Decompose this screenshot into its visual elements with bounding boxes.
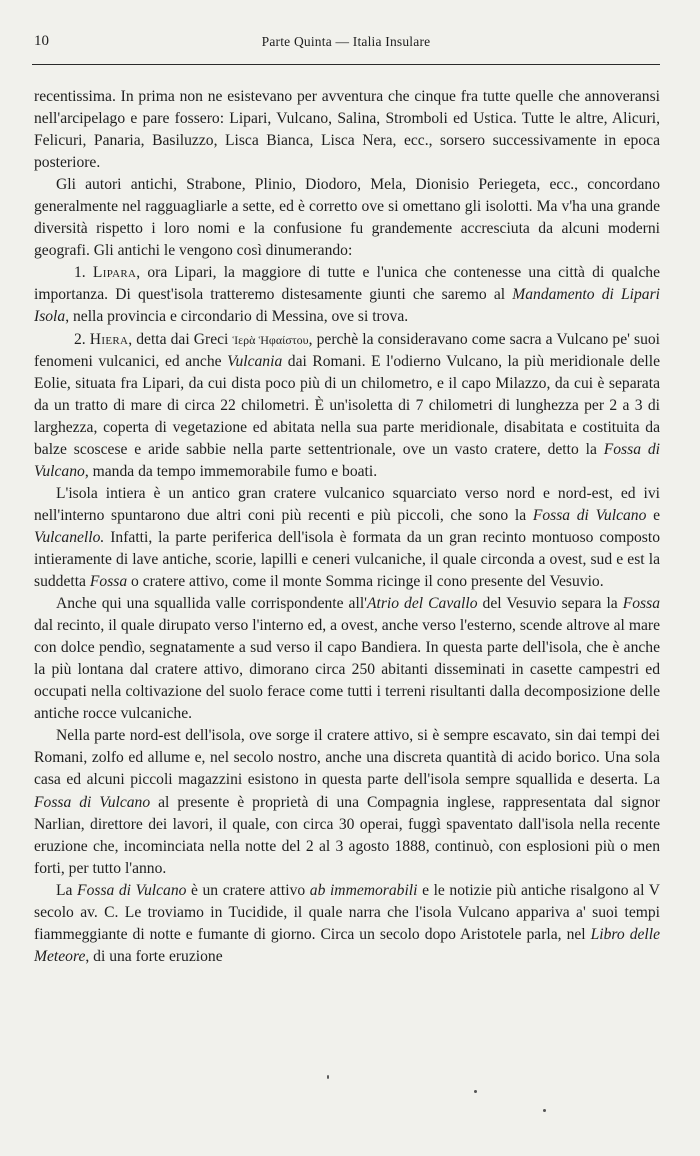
italic-text: Fossa di Vulcano <box>77 881 187 899</box>
scan-speck <box>543 1109 546 1112</box>
text-run: è un cratere attivo <box>186 881 310 899</box>
list-item-paragraph <box>34 262 660 328</box>
text-run: L'isola intiera è un antico gran cratere vulcanico squarciato verso nord e nord-est, ed ivi nell'interno spuntarono due altri coni più recenti e più piccoli, che sono la <box>34 484 660 524</box>
text-run: e <box>646 506 660 524</box>
text-run: , manda da tempo immemorabile fumo e boati. <box>84 462 378 480</box>
text-run: 2. <box>74 330 90 348</box>
italic-text: Mandamento di Lipari Isola <box>34 286 660 326</box>
text-run: Gli autori antichi, Strabone, Plinio, Diodoro, Mela, Dionisio Periegeta, ecc., concordano generalmente nel ragguagliarle a sette, ed è corretto ove si omettano gli isolotti. Ma v'ha una grande diversità rispetto i loro nomi e la confusione fu grandemente accresciuta da alcuni moderni geografi. Gli antichi le vengono così dinumerando: <box>34 176 660 260</box>
page-body <box>34 86 660 968</box>
page-header <box>32 33 660 59</box>
italic-text: Vulcanello. <box>34 528 105 546</box>
text-run: Nella parte nord-est dell'isola, ove sorge il cratere attivo, si è sempre escavato, sin dai tempi dei Romani, zolfo ed allume e, nel secolo nostro, anche una discreta quantità di acido borico. Una sola casa ed alcuni piccoli magazzini esistono in questa parte dell'isola sempre squallida e deserta. La <box>34 727 660 789</box>
text-run: e le notizie più antiche risalgono al V secolo av. C. Le troviamo in Tucidide, il quale narra che l'isola Vulcano appariva a' suoi tempi fiammeggiante di notte e fumante di giorno. Circa un secolo dopo Aristotele parla, nel <box>34 881 660 943</box>
text-run: , nella provincia e circondario di Messina, ove si trova. <box>65 308 409 326</box>
paragraph <box>34 725 660 879</box>
text-run: Anche qui una squallida valle corrispondente all' <box>56 595 367 613</box>
text-run: La <box>56 881 78 899</box>
text-run: del Vesuvio separa la <box>477 595 623 613</box>
text-run: , ora Lipari, la maggiore di tutte e l'unica che contenesse una città di qualche importanza. Di quest'isola tratteremo distesamente giunti che saremo al <box>34 264 661 304</box>
scan-speck <box>327 1075 329 1079</box>
italic-text: Fossa di Vulcano <box>34 793 151 811</box>
paragraph <box>34 880 660 968</box>
paragraph <box>34 86 660 174</box>
text-run: Infatti, la parte periferica dell'isola è formata da un gran recinto montuoso composto intieramente di lave antiche, scorie, lapilli e ceneri vulcaniche, il quale circonda a ovest, sud e est la suddetta <box>34 528 660 591</box>
italic-text: ab immemorabili <box>309 881 418 899</box>
text-run: al presente è proprietà di una Compagnia inglese, rappresentata dal signor Narlian, direttore dei lavori, il quale, con circa 30 operai, fuggì spaventato dall'isola nella recente eruzione che, incominciata nella notte del 2 al 3 agosto 1888, continuò, con esplosioni più o men forti, per tutto l'anno. <box>34 793 660 877</box>
paragraph <box>34 483 660 593</box>
list-item-paragraph <box>34 329 660 483</box>
italic-text: Atrio del Cavallo <box>366 595 478 613</box>
italic-text: Fossa di Vulcano <box>532 506 647 524</box>
text-run: 1. <box>74 264 93 282</box>
text-run: dai Romani. E l'odierno Vulcano, la più meridionale delle Eolie, situata fra Lipari, da cui dista poco più di un chilometro, e il capo Milazzo, da cui è separata da un tratto di mare di circa 22 chilometri. È un'isoletta di 7 chilometri di lunghezza per 2 a 3 di larghezza, coperta di vegetazione ed abitata nella sua parte meridionale, disabitata e costituita da balze scoscese e aride sabbie nella parte settentrionale, ove un vasto cratere, detto la <box>34 352 660 458</box>
italic-text: Fossa <box>89 573 128 591</box>
italic-text: Fossa <box>622 595 660 613</box>
text-run: recentissima. In prima non ne esistevano per avventura che cinque fra tutte quelle che annoveransi nell'arcipelago e pare fossero: Lipari, Vulcano, Salina, Stromboli ed Ustica. Tutte le altre, Alicuri, Felicuri, Panaria, Basiluzzo, Lisca Bianca, Lisca Nera, ecc., sorsero successivamente in epoca posteriore. <box>34 88 660 172</box>
italic-text: Libro delle Meteore <box>34 925 660 965</box>
island-name: Lipara <box>92 264 137 282</box>
island-name: Hiera <box>89 330 129 348</box>
running-title: Parte Quinta — Italia Insulare <box>261 34 431 49</box>
scan-speck <box>474 1090 477 1093</box>
text-run: , perchè la consideravano come sacra a Vulcano pe' suoi fenomeni vulcanici, ed anche <box>34 330 661 370</box>
italic-text: Vulcania <box>227 352 283 370</box>
page-number: 10 <box>34 33 49 49</box>
text-run: dal recinto, il quale dirupato verso l'interno ed, a ovest, anche verso l'esterno, scende altrove al mare con dolce pendìo, segnatamente a sud verso il capo Bandiera. In questa parte dell'isola, che è anche la più lontana dal cratere attivo, dimorano circa 250 abitanti disseminati in casette campestri ed occupati nella coltivazione del suolo ferace come tutti i terreni risultanti dalla decomposizione delle antiche rocce vulcaniche. <box>34 617 660 723</box>
paragraph <box>34 174 660 262</box>
greek-text: Ἱερὰ Ἡφαίστου <box>232 332 309 347</box>
text-run: , detta dai Greci <box>128 330 233 348</box>
header-rule <box>32 64 660 65</box>
text-run: , di una forte eruzione <box>85 947 223 965</box>
text-run: o cratere attivo, come il monte Somma ricinge il cono presente del Vesuvio. <box>127 573 604 591</box>
paragraph <box>34 593 660 725</box>
italic-text: Fossa di Vulcano <box>34 440 660 480</box>
